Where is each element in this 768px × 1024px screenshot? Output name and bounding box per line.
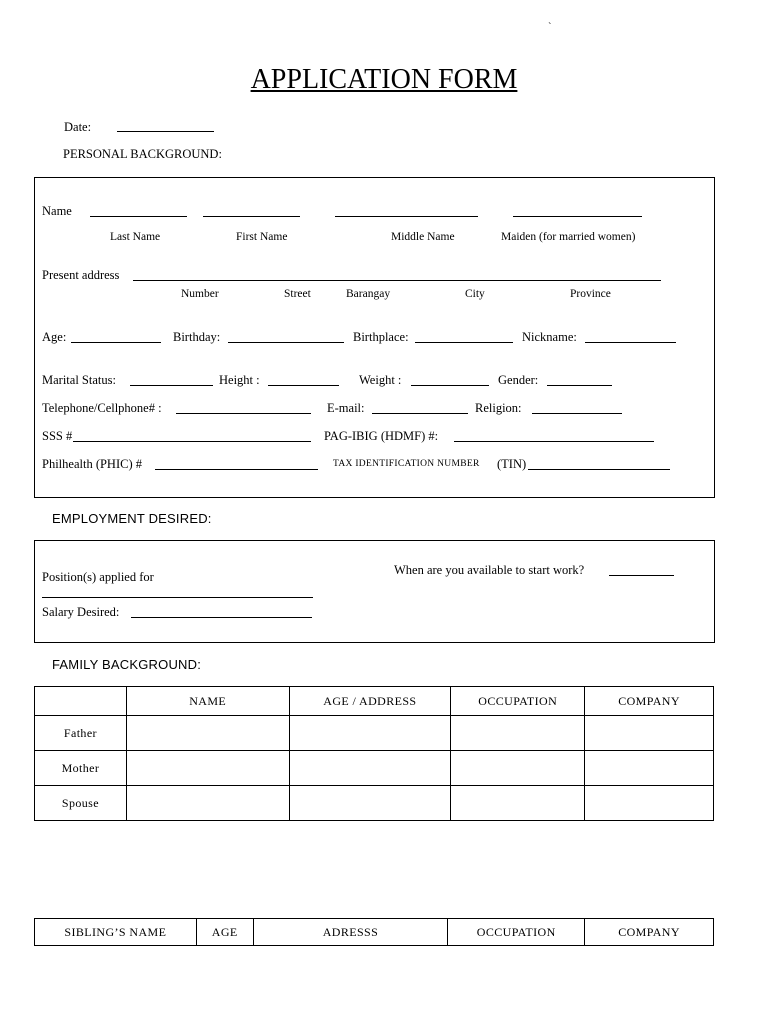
family-header-age-address: AGE / ADDRESS <box>289 687 451 716</box>
employment-heading: EMPLOYMENT DESIRED: <box>52 511 212 526</box>
table-row <box>35 751 714 786</box>
address-street-caption: Street <box>284 288 311 300</box>
sibling-header-name: SIBLING’S NAME <box>35 919 197 946</box>
row-label-mother: Mother <box>35 751 127 786</box>
father-age-address-cell[interactable] <box>289 716 451 751</box>
salary-label: Salary Desired: <box>42 605 120 619</box>
sibling-header-row <box>35 919 714 946</box>
middle-name-field[interactable] <box>335 216 478 217</box>
start-work-label: When are you available to start work? <box>394 563 585 577</box>
height-field[interactable] <box>268 385 339 386</box>
mother-age-address-cell[interactable] <box>289 751 451 786</box>
family-header-name: NAME <box>126 687 289 716</box>
age-label: Age: <box>42 330 67 344</box>
birthplace-field[interactable] <box>415 342 513 343</box>
email-label: E-mail: <box>327 401 365 415</box>
father-name-cell[interactable] <box>126 716 289 751</box>
mother-occupation-cell[interactable] <box>451 751 585 786</box>
birthplace-label: Birthplace: <box>353 330 409 344</box>
email-field[interactable] <box>372 413 468 414</box>
birthday-field[interactable] <box>228 342 344 343</box>
address-field[interactable] <box>133 280 661 281</box>
sibling-header-age: AGE <box>196 919 253 946</box>
religion-label: Religion: <box>475 401 522 415</box>
father-occupation-cell[interactable] <box>451 716 585 751</box>
family-header-blank <box>35 687 127 716</box>
pagibig-label: PAG-IBIG (HDMF) #: <box>324 429 439 443</box>
salary-field[interactable] <box>131 617 312 618</box>
gender-label: Gender: <box>498 373 539 387</box>
middle-name-caption: Middle Name <box>391 231 455 243</box>
date-label: Date: <box>64 120 92 134</box>
tin-label-caps: TAX IDENTIFICATION NUMBER <box>333 459 480 469</box>
personal-heading: PERSONAL BACKGROUND: <box>63 147 222 161</box>
spouse-age-address-cell[interactable] <box>289 786 451 821</box>
philhealth-field[interactable] <box>155 469 318 470</box>
maiden-name-caption: Maiden (for married women) <box>501 231 636 243</box>
tin-field[interactable] <box>528 469 670 470</box>
spouse-name-cell[interactable] <box>126 786 289 821</box>
sibling-header-company: COMPANY <box>585 919 714 946</box>
philhealth-label: Philhealth (PHIC) # <box>42 457 142 471</box>
address-city-caption: City <box>465 288 485 300</box>
family-header-row <box>35 687 714 716</box>
height-label: Height : <box>219 373 260 387</box>
page-title: APPLICATION FORM <box>250 64 518 95</box>
first-name-field[interactable] <box>203 216 300 217</box>
spouse-occupation-cell[interactable] <box>451 786 585 821</box>
position-label: Position(s) applied for <box>42 570 154 584</box>
telephone-label: Telephone/Cellphone# : <box>42 401 162 415</box>
table-row <box>35 716 714 751</box>
family-header-occupation: OCCUPATION <box>451 687 585 716</box>
tin-label: (TIN) <box>497 457 527 471</box>
position-field[interactable] <box>42 597 313 598</box>
sibling-table <box>34 918 714 946</box>
row-label-spouse: Spouse <box>35 786 127 821</box>
employment-box <box>34 540 715 643</box>
family-table <box>34 686 714 821</box>
pagibig-field[interactable] <box>454 441 654 442</box>
address-label: Present address <box>42 268 120 282</box>
name-label: Name <box>42 204 72 218</box>
mother-name-cell[interactable] <box>126 751 289 786</box>
last-name-caption: Last Name <box>110 231 161 243</box>
maiden-name-field[interactable] <box>513 216 642 217</box>
last-name-field[interactable] <box>90 216 187 217</box>
telephone-field[interactable] <box>176 413 311 414</box>
father-company-cell[interactable] <box>585 716 714 751</box>
religion-field[interactable] <box>532 413 622 414</box>
first-name-caption: First Name <box>236 231 288 243</box>
family-header-company: COMPANY <box>585 687 714 716</box>
age-field[interactable] <box>71 342 161 343</box>
nickname-field[interactable] <box>585 342 676 343</box>
marital-status-label: Marital Status: <box>42 373 116 387</box>
sibling-header-address: ADRESSS <box>253 919 448 946</box>
birthday-label: Birthday: <box>173 330 221 344</box>
address-province-caption: Province <box>570 288 611 300</box>
address-number-caption: Number <box>181 288 219 300</box>
mother-company-cell[interactable] <box>585 751 714 786</box>
address-barangay-caption: Barangay <box>346 288 391 300</box>
sss-label: SSS # <box>42 429 73 443</box>
date-field[interactable] <box>117 131 214 132</box>
sss-field[interactable] <box>73 441 311 442</box>
weight-label: Weight : <box>359 373 402 387</box>
spouse-company-cell[interactable] <box>585 786 714 821</box>
nickname-label: Nickname: <box>522 330 577 344</box>
family-heading: FAMILY BACKGROUND: <box>52 657 202 672</box>
table-row <box>35 786 714 821</box>
start-work-field[interactable] <box>609 575 674 576</box>
row-label-father: Father <box>35 716 127 751</box>
stray-mark: ` <box>548 22 552 33</box>
sibling-header-occupation: OCCUPATION <box>448 919 585 946</box>
marital-status-field[interactable] <box>130 385 213 386</box>
weight-field[interactable] <box>411 385 489 386</box>
gender-field[interactable] <box>547 385 612 386</box>
